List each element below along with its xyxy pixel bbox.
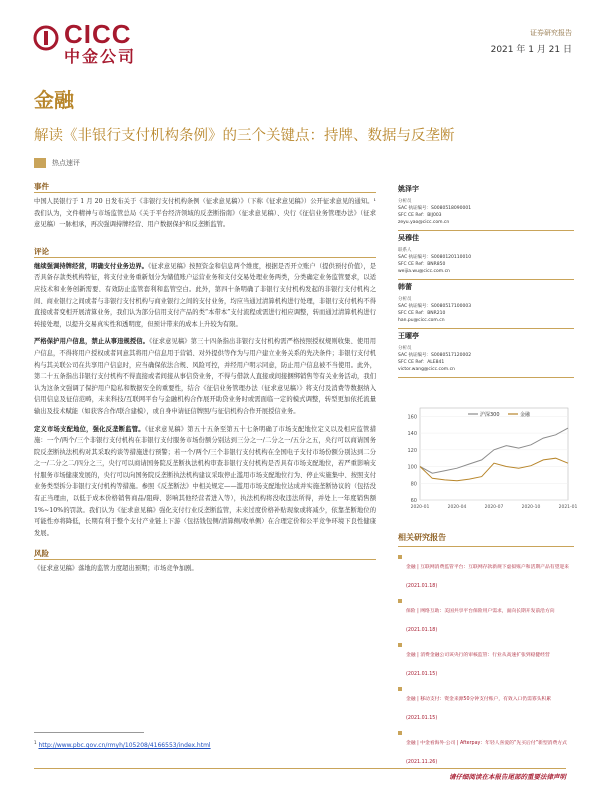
bullet-icon (398, 599, 402, 603)
risk-paragraph: 《征求意见稿》落地的监管力度超出预期；市场竞争加剧。 (34, 565, 198, 573)
analyst-role: 分析员 (398, 199, 412, 204)
analyst-email[interactable]: victor.wang@cicc.com.cn (398, 367, 455, 372)
x-tick-label: 2020-10 (521, 505, 541, 510)
risk-heading: 风险 (34, 549, 49, 559)
bullet-icon (398, 731, 402, 735)
related-title[interactable]: 金融 | 中金看海外·公司 | Afterpay：年轻人喜爱的“先买后付”新型消费方式 (406, 741, 567, 746)
comment-paragraph-1 (34, 261, 376, 331)
y-tick-label: 100 (407, 464, 417, 471)
series-line-1 (420, 458, 568, 481)
legend-label: 沪深300 (480, 412, 500, 418)
y-tick-label: 140 (407, 431, 417, 438)
comment-paragraph-2 (34, 336, 376, 417)
y-tick-label: 160 (407, 414, 417, 421)
footnote-link[interactable]: http://www.pbc.gov.cn/rmyh/105208/4166553/index.html (38, 742, 211, 749)
x-tick-label: 2021-01 (558, 505, 578, 510)
x-tick-label: 2020-01 (410, 505, 430, 510)
x-tick-label: 2020-07 (484, 505, 504, 510)
related-title[interactable]: 金融 | 互联网消费监管平台：互联网存款新规下虚拟账户和活期产品有望迎来 (406, 565, 569, 570)
related-item[interactable] (398, 685, 574, 723)
x-tick-label: 2020-04 (447, 505, 467, 510)
analyst-card (398, 280, 574, 329)
analyst-sac: SAC 执证编号：S0080517120002 (398, 353, 472, 358)
tag-label: 热点速评 (52, 159, 80, 167)
analyst-card (398, 182, 574, 231)
footer-disclaimer: 请仔细阅读在本报告尾部的重要法律声明 (449, 773, 566, 781)
sector-title: 金融 (34, 88, 74, 112)
analyst-card (398, 231, 574, 280)
cicc-logo-icon (34, 26, 58, 50)
bullet-icon (398, 687, 402, 691)
analyst-name: 韩蕾 (398, 283, 412, 291)
related-date: (2021.01.18) (406, 584, 438, 589)
legend-label: 金融 (520, 412, 531, 418)
y-tick-label: 80 (410, 481, 417, 488)
report-title: 解读《非银行支付机构条例》的三个关键点：持牌、数据与反垄断 (34, 128, 455, 144)
related-heading: 相关研究报告 (398, 532, 574, 547)
event-paragraph: 中国人民银行于 1 月 20 日发布关于《非银行支付机构条例（征求意见稿）》（下称《征求意见稿》）公开征求意见的通知。¹我们认为，文件精神与市场监管总局《关于平台经济领域的反垄断指南》（征求意见稿）、央行《征信业务管理办法》（征求意见稿）一脉相承，再次强调持牌经营、用户数据保护和反垄断监管。 (34, 198, 376, 229)
comment-p1-lead: 继续强调持牌经营，明确支付业务边界。 (34, 262, 148, 270)
analyst-name: 姚泽宇 (398, 185, 419, 193)
analyst-sfc: SFC CE Ref：BIJ003 (398, 213, 442, 218)
analyst-name: 王曜亭 (398, 332, 419, 340)
analyst-email[interactable]: weijia.wu@cicc.com.cn (398, 269, 450, 274)
comment-p2-lead: 严格保护用户信息，禁止从事违规授信。 (34, 338, 150, 346)
analyst-sfc: SFC CE Ref：ALE841 (398, 360, 445, 365)
divider (34, 559, 376, 560)
related-title[interactable]: 保险 | 网络互助：美国共享平台保险用户需求，面向长期开发前沿方向 (406, 609, 555, 614)
related-item[interactable] (398, 553, 574, 591)
comment-heading: 评论 (34, 246, 49, 256)
report-date: 2021 年 1 月 21 日 (490, 45, 572, 55)
report-header-meta (491, 28, 572, 56)
related-date: (2021.01.15) (406, 672, 438, 677)
related-title[interactable]: 金融 | 消费金融公司该央行的审核监管：行业从高速扩张到稳健经营 (406, 653, 550, 658)
analyst-name: 吴穆佳 (398, 234, 419, 242)
related-item[interactable] (398, 729, 574, 767)
main-body (34, 182, 376, 575)
comment-p3-text: 《征求意见稿》第五十五条至第五十七条明确了市场支配地位定义以及相应监管措施：一个/两个/三个非银行支付机构在非银行支付服务市场份额分别达到三分之一/二分之一/五分之五，央行可以商请国务院反垄断执法机构对其采取约谈等措施进行预警；若一个/两个/三个非银行支付机构在全国电子支付市场份额分别达到二分之一/二分之二/四分之三，央行可以商请国务院反垄断执法机构审查非银行支付机构是否具有市场支配地位，若严重影响支付服务市场健康发展的，央行可以向国务院反垄断执法机构建议采取停止滥用市场支配地位行为、停止实施集中、按照支付业务类型拆分非银行支付机构等措施。参照《反垄断法》中相关规定——滥用市场支配地位达成并实施垄断协议的（包括没有正当理由，以低于成本价格销售商品/阻碍、影响其他经营者进入等），执法机构将没收违法所得，并处上一年度销售额 1%~10%的罚款。我们认为《征求意见稿》强化支付行业反垄断监管，未来过度价格补贴现象或将减少，依靠垄断地位的可能性亦将降低，长期有利于整个支付产业链上下游（包括钱包侧/清算侧/收单侧）在合理定价和公平竞争环境下良性健康发展。 (34, 425, 376, 537)
footnote (34, 740, 211, 749)
comment-paragraph-3 (34, 424, 376, 540)
event-heading: 事件 (34, 182, 49, 191)
related-research (398, 532, 574, 767)
analyst-panel (398, 182, 574, 378)
comment-p2-text: 《征求意见稿》第三十四条指出非银行支付机构需严格按照授权规则收集、使用用户信息，不得将用户授权或者同意其将用户信息用于营销、对外提供等作为与用户建立业务关系的先决条件；非银行支付机构与其关联公司在共享用户信息时，应当确保依法合规、风险可控，并经用户明示同意，防止用户信息被不当使用。此外，第二十五条指出非银行支付机构不得直接或者间接从事信贷业务，不得与借款人直接或间接捆绑销售等有关业务活动，我们认为这条文强调了保护用户隐私和数据安全的重要性，结合《征信业务管理办法（征求意见稿）》将支付及消费等数据纳入信用信息及征信范畴，未来科技/互联网平台与金融机构合作展开助贷业务时或需面临一定的模式调整，转型更加依托流量输出及技术赋能（如获客合作/联合建模），或自身申请征信牌照/与征信机构合作开展授信业务。 (34, 338, 377, 415)
analyst-sac: SAC 执证编号：S0080518090001 (398, 206, 472, 211)
performance-chart-svg (398, 400, 578, 520)
related-date: (2021.11.26) (406, 760, 438, 765)
report-type: 证券研究报告 (530, 29, 572, 37)
analyst-role: 分析员 (398, 297, 412, 302)
related-title[interactable]: 金融 | 移动支付：资金来源50分钟支付账户，有效入口仍需寡头积累 (406, 697, 552, 702)
related-item[interactable] (398, 597, 574, 635)
analyst-sac: SAC 执证编号：S0080517100003 (398, 304, 472, 309)
analyst-sfc: SFC CE Ref：BNR850 (398, 262, 446, 267)
related-item[interactable] (398, 641, 574, 679)
analyst-role: 联系人 (398, 248, 412, 253)
bullet-icon (398, 555, 402, 559)
tag-marker (34, 158, 46, 168)
performance-chart (398, 400, 578, 520)
divider (34, 257, 376, 258)
logo-text-cn: 中金公司 (64, 47, 137, 66)
comment-p3-lead: 定义市场支配地位，强化反垄断监管。 (34, 425, 145, 433)
analyst-sac: SAC 执证编号：S0080120110010 (398, 255, 472, 260)
plot-frame (420, 408, 568, 500)
analyst-role: 分析员 (398, 346, 412, 351)
divider (34, 192, 376, 193)
bullet-icon (398, 643, 402, 647)
footnote-number: 1 (34, 740, 37, 745)
footnote-divider (34, 732, 144, 733)
analyst-card (398, 329, 574, 378)
logo-text-en: CICC (64, 19, 132, 49)
analyst-email[interactable]: zeyu.yao@cicc.com.cn (398, 220, 450, 225)
footer-divider (34, 768, 566, 769)
analyst-email[interactable]: han.pu@cicc.com.cn (398, 318, 445, 323)
comment-p1-text: 《征求意见稿》按照资金和信息两个维度，根据是否开立账户（提供预付价值），是否具备存款类机构特征，将支付业务重新划分为储值账户运营业务和支付交易处理业务两类，分类确定业务监管要求，以适应技术和业务创新需要、有效防止监管套利和监管空白。此外，第四十条明确了非银行支付机构发起的非银行支付机构之间、商业银行之间或者与非银行支付机构与商业银行之间的支付业务，均应当通过清算机构进行处理，非银行支付机构不得直接或者变相开展清算业务，我们认为部分信用支付产品的类“本带本”支付流程或需进行相应调整，转而通过清算机构进行转接处理，以提升交易真实性和透明度，但预计带来的成本上升较为有限。 (34, 262, 376, 328)
analyst-sfc: SFC CE Ref：BNR210 (398, 311, 446, 316)
related-date: (2021.01.15) (406, 716, 438, 721)
y-tick-label: 60 (410, 498, 417, 504)
y-tick-label: 120 (407, 447, 417, 454)
related-date: (2021.01.18) (406, 628, 438, 633)
